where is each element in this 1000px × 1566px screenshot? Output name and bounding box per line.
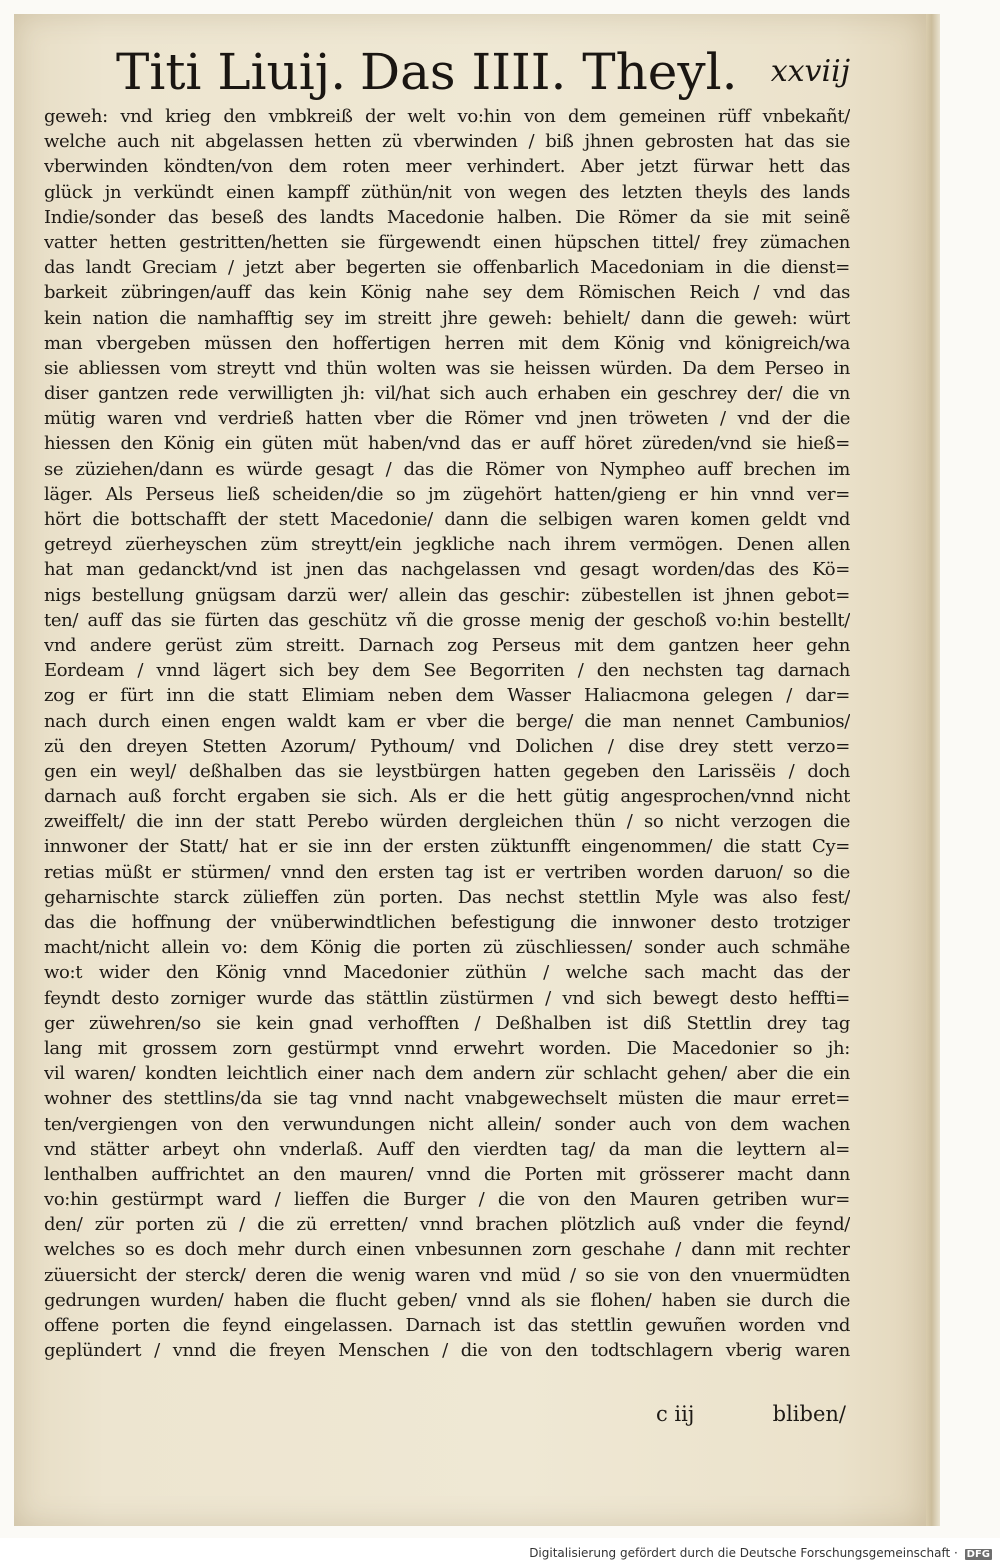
text-line: geharnischte starck zülieffen zün porten. Das nechst stettlin Myle was also fest/	[44, 886, 850, 908]
text-line: gen ein weyl/ deßhalben das sie leystbürgen hatten gegeben den Larissëis / doch	[44, 760, 850, 782]
text-line: hiessen den König ein güten müt haben/vnd das er auff höret züreden/vnd sie hieß=	[44, 433, 850, 455]
text-line: ten/ auff das sie fürten das geschütz vñ die grosse menig der geschoß vo:hin bestellt/	[44, 609, 850, 631]
text-line: mütig waren vnd verdrieß hatten vber die Römer vnd jnen tröweten / vnd der die	[44, 408, 850, 430]
text-line: se züziehen/dann es würde gesagt / das die Römer von Nympheo auff brechen im	[44, 458, 850, 480]
text-line: feyndt desto zorniger wurde das stättlin züstürmen / vnd sich bewegt desto heffti=	[44, 987, 850, 1009]
digitization-credit	[529, 1546, 992, 1564]
text-line: offene porten die feynd eingelassen. Darnach ist das stettlin gewuñen worden vnd	[44, 1315, 850, 1336]
text-line: zweiffelt/ die inn der statt Perebo würden dergleichen thün / so nicht verzogen die	[44, 811, 850, 833]
text-line: diser gantzen rede verwilligten jh: vil/hat sich auch erhaben ein geschrey der/ die vn	[44, 383, 850, 405]
text-line: züuersicht der sterck/ deren die wenig waren vnd müd / so sie von den vnuermüdten	[44, 1264, 850, 1286]
text-line: geplündert / vnnd die freyen Menschen / die von den todtschlagern vberig waren	[44, 1340, 850, 1362]
text-line: hört die bottschafft der stett Macedonie/ dann die selbigen waren komen geldt vnd	[44, 509, 850, 530]
text-line: vatter hetten gestritten/hetten sie fürgewendt einen hüpschen tittel/ frey zümachen	[44, 231, 850, 253]
text-line: retias müßt er stürmen/ vnnd den ersten tag ist er vertriben worden daruon/ so die	[44, 861, 850, 883]
text-line: gedrungen wurden/ haben die flucht geben/ vnnd als sie flohen/ haben sie durch die	[44, 1289, 850, 1311]
text-line: vnd stätter arbeyt ohn vnderlaß. Auff den vierdten tag/ da man die leyttern al=	[44, 1138, 850, 1160]
text-line: wo:t wider den König vnnd Macedonier züthün / welche sach macht das der	[44, 962, 850, 984]
catchword: bliben/	[772, 1402, 846, 1426]
text-line: den/ zür porten zü / die zü erretten/ vnnd brachen plötzlich auß vnder die feynd/	[44, 1214, 850, 1236]
text-line: kein nation die namhafftig sey im streitt jhre geweh: behielt/ dann die geweh: würt	[44, 307, 850, 329]
header-author: Titi Liuij.	[116, 43, 347, 101]
header-part: Das IIII. Theyl.	[360, 43, 738, 101]
text-line: vberwinden köndten/von dem roten meer verhindert. Aber jetzt fürwar hett das	[44, 156, 850, 178]
text-line: glück jn verkündt einen kampff züthün/nit von wegen des letzten theyls des lands	[44, 181, 850, 203]
text-line: vo:hin gestürmpt ward / lieffen die Burger / die von den Mauren getriben wur=	[44, 1189, 850, 1211]
text-line: nach durch einen engen waldt kam er vber die berge/ die man nennet Cambunios/	[44, 710, 850, 732]
text-line: getreyd züerheyschen züm streytt/ein jegkliche nach ihrem vermögen. Denen allen	[44, 534, 850, 556]
body-text	[44, 104, 850, 1363]
text-line: das die hoffnung der vnüberwindtlichen befestigung die innwoner desto trotziger	[44, 912, 850, 933]
running-header	[60, 38, 850, 106]
text-line: ger züwehren/so sie kein gnad verhofften / Deßhalben ist diß Stettlin drey tag	[44, 1012, 850, 1034]
text-line: macht/nicht allein vo: dem König die porten zü züschliessen/ sonder auch schmähe	[44, 937, 850, 959]
text-line: lenthalben auffrichtet an den mauren/ vnnd die Porten mit grösserer macht dann	[44, 1163, 850, 1185]
text-line: wohner des stettlins/da sie tag vnnd nacht vnabgewechselt müsten die maur erret=	[44, 1088, 850, 1110]
folio-number: xxviij	[770, 54, 850, 89]
text-line: innwoner der Statt/ hat er sie inn der ersten züktunfft eingenommen/ die statt Cy=	[44, 836, 850, 858]
text-line: Eordeam / vnnd lägert sich bey dem See Begorriten / den nechsten tag darnach	[44, 660, 850, 682]
text-line: man vbergeben müssen den hoffertigen herren mit dem König vnd königreich/wa	[44, 332, 850, 354]
text-line: nigs bestellung gnügsam darzü wer/ allein das geschir: zübestellen ist jhnen gebot=	[44, 584, 850, 606]
text-line: Indie/sonder das beseß des landts Macedonie halben. Die Römer da sie mit seinẽ	[44, 206, 850, 228]
text-line: sie abliessen vom streytt vnd thün wolten was sie heissen würden. Da dem Perseo in	[44, 357, 850, 379]
text-line: vil waren/ kondten leichtlich einer nach dem andern zür schlacht gehen/ aber die ein	[44, 1063, 850, 1085]
credit-text: Digitalisierung gefördert durch die Deutsche Forschungsgemeinschaft ·	[529, 1546, 958, 1560]
text-line: geweh: vnd krieg den vmbkreiß der welt vo:hin von dem gemeinen rüff vnbekañt/	[44, 106, 850, 127]
text-line: barkeit zübringen/auff das kein König nahe sey dem Römischen Reich / vnd das	[44, 282, 850, 304]
text-line: welches so es doch mehr durch einen vnbesunnen zorn geschahe / dann mit rechter	[44, 1239, 850, 1261]
text-line: welche auch nit abgelassen hetten zü vberwinden / biß jhnen gebrosten hat das sie	[44, 131, 850, 153]
signature-mark: c iij	[656, 1402, 695, 1426]
text-line: ten/vergiengen von den verwundungen nicht allein/ sonder auch von dem wachen	[44, 1113, 850, 1135]
text-line: zog er fürt inn die statt Elimiam neben dem Wasser Haliacmona gelegen / dar=	[44, 685, 850, 707]
text-line: vnd andere gerüst züm streitt. Darnach zog Perseus mit dem gantzen heer gehn	[44, 634, 850, 656]
page-footer	[656, 1402, 846, 1434]
dfg-logo: DFG	[966, 1549, 990, 1560]
text-line: läger. Als Perseus ließ scheiden/die so jm zügehört hatten/gieng er hin vnnd ver=	[44, 483, 850, 505]
text-line: hat man gedanckt/vnd ist jnen das nachgelassen vnd gesagt worden/das des Kö=	[44, 559, 850, 581]
text-line: das landt Greciam / jetzt aber begerten sie offenbarlich Macedoniam in die dienst=	[44, 257, 850, 279]
text-line: zü den dreyen Stetten Azorum/ Pythoum/ vnd Dolichen / dise drey stett verzo=	[44, 735, 850, 757]
page-edge	[926, 14, 940, 1526]
text-line: lang mit grossem zorn gestürmpt vnnd erwehrt worden. Die Macedonier so jh:	[44, 1037, 850, 1059]
text-line: darnach auß forcht ergaben sie sich. Als er die hett gütig angesprochen/vnnd nicht	[44, 786, 850, 808]
